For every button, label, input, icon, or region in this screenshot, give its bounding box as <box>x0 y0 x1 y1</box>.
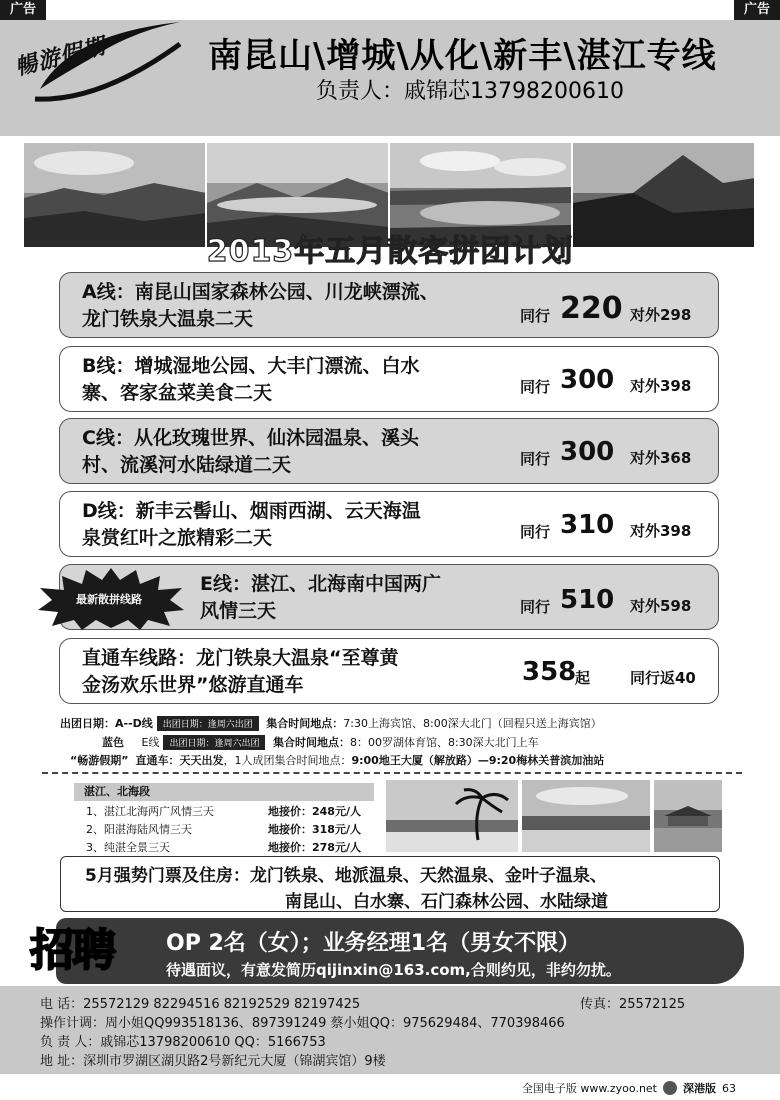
dashed-divider <box>42 772 742 774</box>
route-d-text: D线：新丰云髻山、烟雨西湖、云天海温 泉赏红叶之旅精彩二天 <box>82 500 421 549</box>
zhanjiang-item-3: 3、纯湛全景三天 <box>86 841 170 854</box>
route-direct-text: 直通车线路：龙门铁泉大温泉“至尊黄 金汤欢乐世界”悠游直通车 <box>82 647 399 696</box>
footer-manager: 负 责 人：戚锦芯13798200610 QQ：5166753 <box>40 1035 326 1050</box>
palm-beach-photo <box>386 780 518 852</box>
page-number: 63 <box>722 1081 736 1095</box>
route-a-text: A线：南昆山国家森林公园、川龙峡漂流、 龙门铁泉大温泉二天 <box>82 281 439 330</box>
route-c-text: C线：从化玫瑰世界、仙沐园温泉、溪头 村、流溪河水陆绿道二天 <box>82 427 419 476</box>
route-c-public-price: 对外368 <box>630 449 692 467</box>
route-b-text: B线：增城湿地公园、大丰门漂流、白水 寨、客家盆菜美食二天 <box>82 355 420 404</box>
schedule-row-1: 出团日期：A--D线 出团日期：逢周六出团 集合时间地点：7:30上海宾馆、8:00深大北门（回程只送上海宾馆） <box>60 717 602 730</box>
beach-photo-strip <box>386 780 722 852</box>
footer-phone: 电 话：25572129 82294516 82192529 82197425 <box>40 997 361 1012</box>
pier-photo <box>654 780 722 852</box>
route-b-peer-label: 同行 <box>520 378 551 396</box>
route-d-peer-label: 同行 <box>520 523 551 541</box>
tickets-line-1: 5月强势门票及住房：龙门铁泉、地派温泉、天然温泉、金叶子温泉、 <box>85 866 607 886</box>
footer-planners: 操作计调：周小姐QQ993518136、897391249 蔡小姐QQ：975629484、770398466 <box>40 1016 565 1031</box>
schedule-row-2: 蓝色 E线 出团日期：逢周六出团 集合时间地点：8：00罗湖体育馆、8:30深大北门上车 <box>102 736 539 749</box>
header-contact: 负责人：戚锦芯13798200610 <box>316 79 624 104</box>
route-card-direct-bus <box>59 638 719 704</box>
route-a-peer-label: 同行 <box>520 307 551 325</box>
recruit-positions: OP 2名（女）；业务经理1名（男女不限） <box>166 931 581 956</box>
recruit-contact: 待遇面议，有意发简历qijinxin@163.com,合则约见，非约勿扰。 <box>166 961 621 979</box>
route-a-peer-price: 220 <box>560 291 623 326</box>
route-e-public-price: 对外598 <box>630 597 692 615</box>
route-direct-price-suffix: 起 <box>575 669 591 687</box>
recruit-heading: 招聘 <box>30 925 114 976</box>
route-card-d <box>59 491 719 557</box>
route-c-peer-price: 300 <box>560 437 615 467</box>
coast-photo <box>522 780 650 852</box>
zhanjiang-price-1: 地接价：248元/人 <box>268 805 361 818</box>
footer-fax: 传真：25572125 <box>580 997 686 1012</box>
route-e-peer-label: 同行 <box>520 598 551 616</box>
zhanjiang-price-2: 地接价：318元/人 <box>268 823 361 836</box>
route-c-peer-label: 同行 <box>520 450 551 468</box>
zhanjiang-price-3: 地接价：278元/人 <box>268 841 361 854</box>
route-d-public-price: 对外398 <box>630 522 692 540</box>
zhanjiang-item-2: 2、阳湛海陆风情三天 <box>86 823 192 836</box>
route-b-peer-price: 300 <box>560 365 615 395</box>
plan-title: 2013年五月散客拼团计划 <box>206 234 574 269</box>
tickets-line-2: 南昆山、白水寨、石门森林公园、水陆绿道 <box>285 892 608 912</box>
starburst-label: 最新散拼线路 <box>76 593 142 606</box>
zhanjiang-heading: 湛江、北海段 <box>74 783 374 801</box>
bottom-bar <box>522 1080 736 1096</box>
route-d-peer-price: 310 <box>560 510 615 540</box>
edition-label: 全国电子版 www.zyoo.net <box>521 1082 657 1095</box>
zyoo-logo-icon <box>663 1081 677 1095</box>
tickets-box <box>60 856 720 912</box>
route-direct-price: 358 <box>522 657 577 687</box>
footer-address: 地 址：深圳市罗湖区湖贝路2号新纪元大厦（锦湖宾馆）9楼 <box>40 1054 386 1069</box>
logo-text: 暢游假期 <box>12 33 109 81</box>
ad-tag-right: 广告 <box>734 0 780 20</box>
route-card-a <box>59 272 719 338</box>
route-direct-rebate: 同行返40 <box>630 669 696 687</box>
route-card-b <box>59 346 719 412</box>
route-a-public-price: 对外298 <box>630 306 692 324</box>
region-label: 深港版 <box>683 1082 716 1095</box>
schedule-row-3: “畅游假期” 直通车：天天出发，1人成团集合时间地点：9:00地王大厦（解放路）—9:20梅林关普滨加油站 <box>70 754 605 767</box>
route-b-public-price: 对外398 <box>630 377 692 395</box>
route-card-c <box>59 418 719 484</box>
page-title: 南昆山\增城\从化\新丰\湛江专线 <box>208 36 717 76</box>
route-e-text: E线：湛江、北海南中国两广 风情三天 <box>200 573 441 622</box>
zhanjiang-item-1: 1、湛江北海两广风情三天 <box>86 805 214 818</box>
route-e-peer-price: 510 <box>560 585 615 615</box>
ad-tag-left: 广告 <box>0 0 46 20</box>
